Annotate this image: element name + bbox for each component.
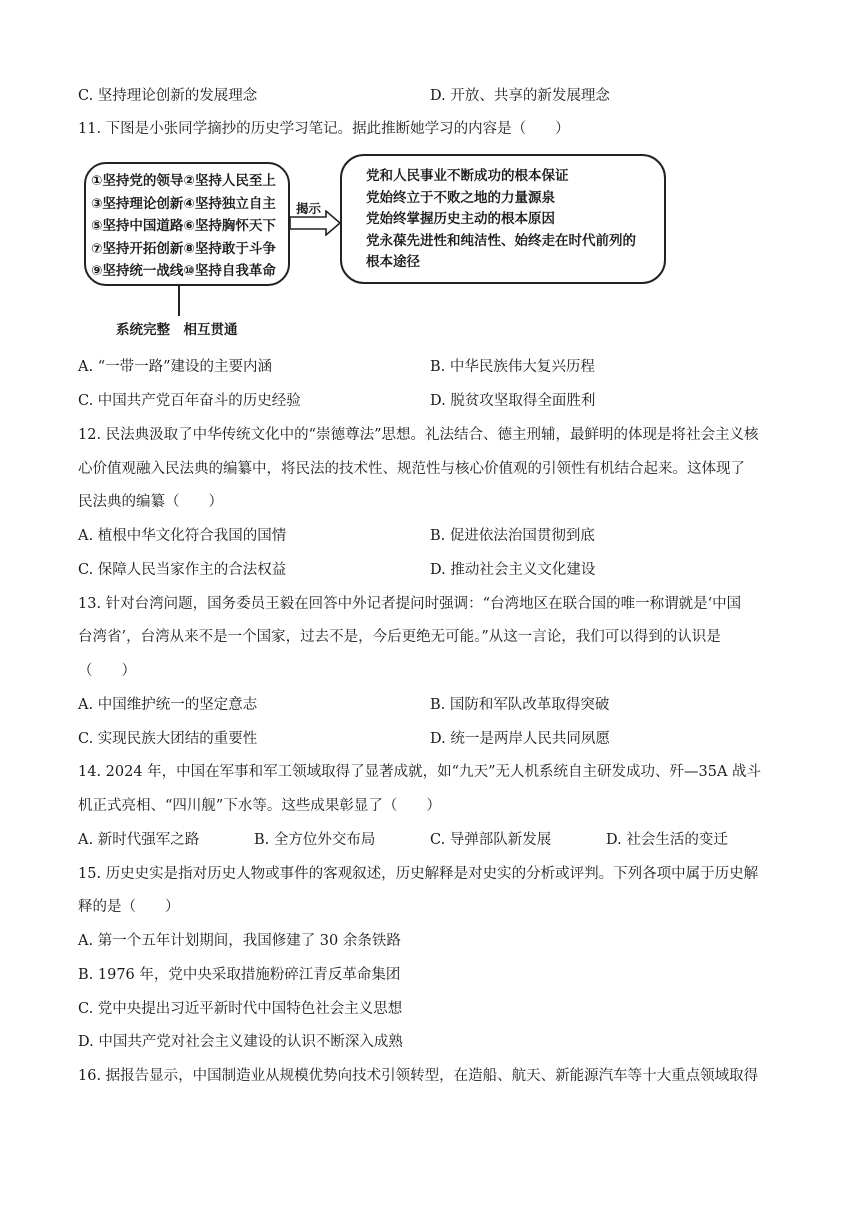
q11-diagram (84, 152, 674, 342)
q14-line-1: 14. 2024 年，中国在军事和军工领域取得了显著成就，如“九天”无人机系统自主研发成功、歼—35A 战斗 (78, 764, 762, 780)
significance-line: 党始终立于不败之地的力量源泉 (366, 189, 555, 206)
q11-option-b: B. 中华民族伟大复兴历程 (430, 359, 595, 375)
q14-option-d: D. 社会生活的变迁 (606, 832, 728, 848)
q13-line-2: 台湾省’，台湾从来不是一个国家，过去不是，今后更绝无可能。”从这一言论，我们可以得到的认识是 (78, 629, 721, 645)
q12-option-b: B. 促进依法治国贯彻到底 (430, 528, 595, 544)
significance-line: 党永葆先进性和纯洁性、始终走在时代前列的 (366, 232, 636, 249)
q13-option-d: D. 统一是两岸人民共同夙愿 (430, 731, 610, 747)
right-arrow-icon (290, 210, 342, 236)
q11-stem: 11. 下图是小张同学摘抄的历史学习笔记。据此推断她学习的内容是（ ） (78, 121, 570, 137)
principles-box (84, 162, 290, 286)
arrow-label: 揭示 (296, 201, 322, 216)
q14-option-a: A. 新时代强军之路 (78, 832, 200, 848)
q13-line-1: 13. 针对台湾问题，国务委员王毅在回答中外记者提问时强调：“台湾地区在联合国的唯一称谓就是‘中国 (78, 596, 742, 612)
q11-option-a: A. “一带一路”建设的主要内涵 (78, 359, 273, 375)
principle-line: ⑤坚持中国道路⑥坚持胸怀天下 (91, 218, 276, 234)
principle-line: ①坚持党的领导②坚持人民至上 (91, 173, 276, 189)
significance-line: 根本途径 (366, 254, 420, 270)
q12-option-d: D. 推动社会主义文化建设 (430, 562, 596, 578)
q16-line-1: 16. 据报告显示，中国制造业从规模优势向技术引领转型，在造船、航天、新能源汽车等十大重点领域取得 (78, 1068, 759, 1084)
q12-line-2: 心价值观融入民法典的编纂中，将民法的技术性、规范性与核心价值观的引领性有机结合起来。这体现了 (78, 461, 745, 477)
q15-option-c: C. 党中央提出习近平新时代中国特色社会主义思想 (78, 1001, 403, 1017)
principle-line: ⑦坚持开拓创新⑧坚持敢于斗争 (91, 240, 276, 257)
q13-option-c: C. 实现民族大团结的重要性 (78, 731, 258, 747)
connector-line (178, 286, 180, 316)
q14-option-c: C. 导弹部队新发展 (430, 832, 552, 848)
q15-option-d: D. 中国共产党对社会主义建设的认识不断深入成熟 (78, 1034, 403, 1050)
q10-option-d: D. 开放、共享的新发展理念 (430, 88, 610, 104)
q12-option-a: A. 植根中华文化符合我国的国情 (78, 528, 287, 544)
q15-option-a: A. 第一个五年计划期间，我国修建了 30 余条铁路 (78, 933, 401, 949)
q15-line-1: 15. 历史史实是指对历史人物或事件的客观叙述，历史解释是对史实的分析或评判。下列各项中属于历史解 (78, 866, 759, 882)
significance-box (340, 154, 666, 284)
q14-line-2: 机正式亮相、“四川舰”下水等。这些成果彰显了（ ） (78, 798, 441, 814)
q13-line-3: （ ） (78, 663, 136, 679)
q12-line-1: 12. 民法典汲取了中华传统文化中的“崇德尊法”思想。礼法结合、德主刑辅，最鲜明的体现是将社会主义核 (78, 427, 759, 443)
principle-line: ③坚持理论创新④坚持独立自主 (91, 195, 276, 212)
q12-line-3: 民法典的编纂（ ） (78, 494, 223, 510)
principle-line: ⑨坚持统一战线⑩坚持自我革命 (91, 263, 276, 279)
significance-line: 党始终掌握历史主动的根本原因 (366, 211, 555, 227)
q11-option-c: C. 中国共产党百年奋斗的历史经验 (78, 393, 301, 409)
q13-option-b: B. 国防和军队改革取得突破 (430, 697, 610, 713)
q15-line-2: 释的是（ ） (78, 899, 180, 915)
q15-option-b: B. 1976 年，党中央采取措施粉碎江青反革命集团 (78, 967, 401, 983)
significance-line: 党和人民事业不断成功的根本保证 (366, 168, 569, 184)
q11-option-d: D. 脱贫攻坚取得全面胜利 (430, 393, 596, 409)
diagram-bottom-label: 系统完整 相互贯通 (116, 322, 238, 338)
q13-option-a: A. 中国维护统一的坚定意志 (78, 697, 258, 713)
q14-option-b: B. 全方位外交布局 (254, 832, 376, 848)
q12-option-c: C. 保障人民当家作主的合法权益 (78, 562, 287, 578)
q10-option-c: C. 坚持理论创新的发展理念 (78, 88, 258, 104)
